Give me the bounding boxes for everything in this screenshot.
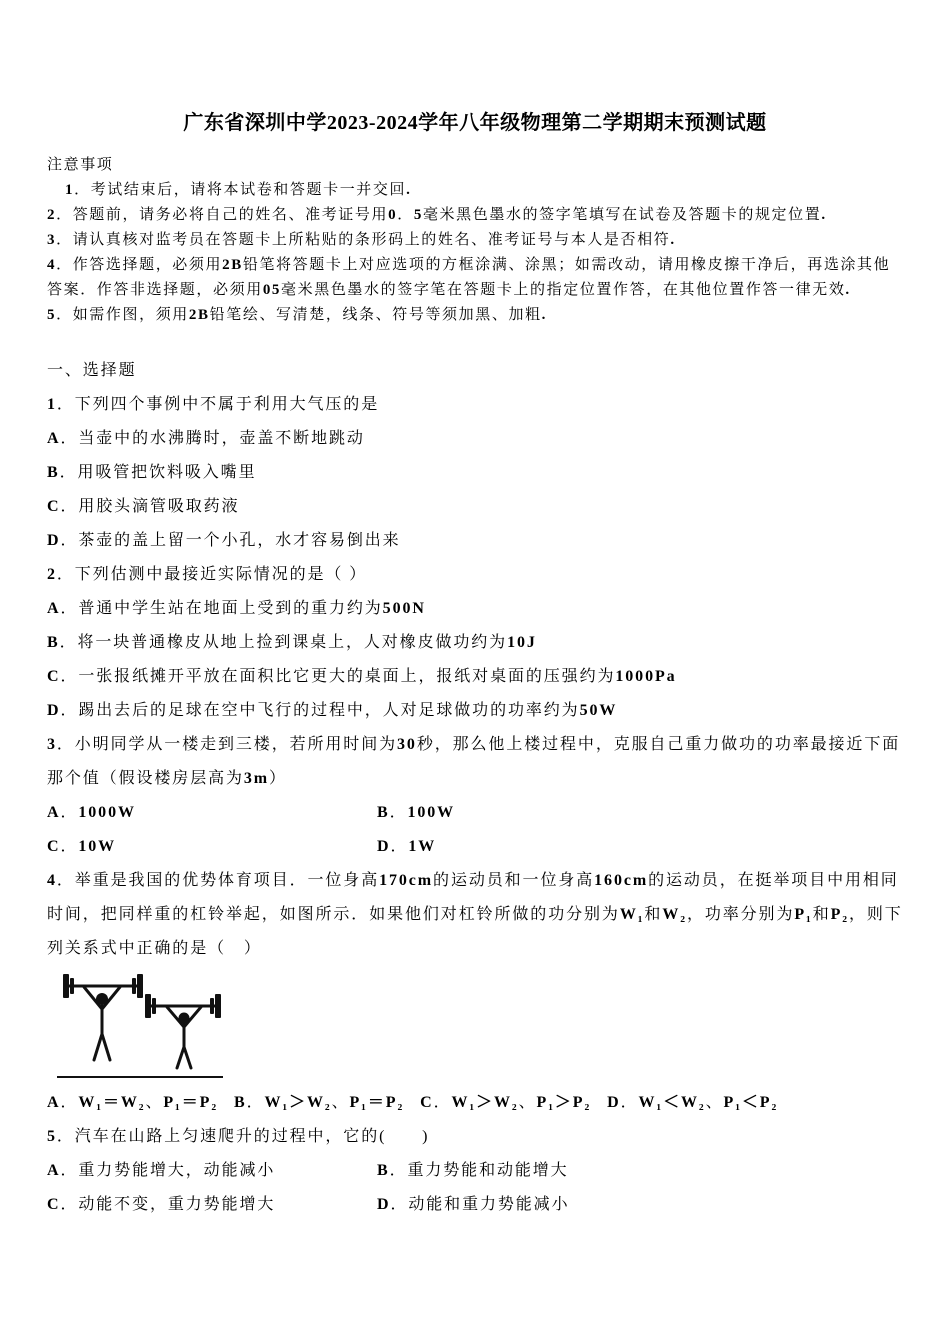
question-figure	[55, 972, 903, 1084]
page-title: 广东省深圳中学2023-2024学年八年级物理第二学期期末预测试题	[183, 112, 767, 134]
option: D．W₁＜W₂、P₁＜P₂	[607, 1094, 779, 1111]
question-4	[47, 864, 903, 1120]
option: A．W₁＝W₂、P₁＝P₂	[47, 1094, 219, 1111]
notice-item: 5．如需作图，须用2B铅笔绘、写清楚，线条、符号等须加黑、加粗.	[47, 307, 548, 323]
question-5	[47, 1120, 903, 1222]
notice-item: 4．作答选择题，必须用2B铅笔将答题卡上对应选项的方框涂满、涂黑；如需改动，请用橡皮擦干净后，再选涂其他答案．作答非选择题，必须用05毫米黑色墨水的签字笔在答题卡上的指定位置作答，在其他位置作答一律无效.	[47, 257, 891, 298]
question-stem: 4．举重是我国的优势体育项目．一位身高170cm的运动员和一位身高160cm的运动员，在挺举项目中用相同时间，把同样重的杠铃举起，如图所示．如果他们对杠铃所做的功分别为W₁和W₂，功率分别为P₁和P₂，则下列关系式中正确的是（ ）	[47, 872, 903, 957]
weightlifters-figure	[55, 972, 227, 1082]
option: C．动能不变，重力势能增大	[47, 1196, 276, 1213]
option: B．将一块普通橡皮从地上捡到课桌上，人对橡皮做功约为10J	[47, 634, 537, 651]
option: C．W₁＞W₂、P₁＞P₂	[420, 1094, 592, 1111]
notice-item: 2．答题前，请务必将自己的姓名、准考证号用0．5毫米黑色墨水的签字笔填写在试卷及答题卡的规定位置.	[47, 207, 827, 223]
option: C．用胶头滴管吸取药液	[47, 498, 240, 515]
question-stem: 3．小明同学从一楼走到三楼，若所用时间为30秒，那么他上楼过程中，克服自己重力做功的功率最接近下面那个值（假设楼房层高为3m）	[47, 736, 901, 787]
question-2	[47, 558, 903, 728]
option: A．重力势能增大，动能减小	[47, 1162, 276, 1179]
option: D．茶壶的盖上留一个小孔，水才容易倒出来	[47, 532, 401, 549]
option: B．W₁＞W₂、P₁＝P₂	[234, 1094, 405, 1111]
question-3	[47, 728, 903, 864]
option: A．1000W	[47, 804, 136, 821]
section-header: 一、选择题	[47, 362, 137, 379]
option: B．用吸管把饮料吸入嘴里	[47, 464, 257, 481]
option: A．普通中学生站在地面上受到的重力约为500N	[47, 600, 426, 617]
options-grid	[47, 1154, 903, 1222]
option: D．1W	[377, 838, 437, 855]
question-1	[47, 388, 903, 558]
option: C．10W	[47, 838, 117, 855]
options-row	[47, 1086, 903, 1120]
notice-item: 1．考试结束后，请将本试卷和答题卡一并交回.	[65, 182, 412, 198]
question-stem: 5．汽车在山路上匀速爬升的过程中，它的( )	[47, 1128, 430, 1145]
option: A．当壶中的水沸腾时，壶盖不断地跳动	[47, 430, 365, 447]
question-stem: 2．下列估测中最接近实际情况的是（ ）	[47, 566, 368, 583]
option: B．100W	[377, 804, 456, 821]
option: D．踢出去后的足球在空中飞行的过程中，人对足球做功的功率约为50W	[47, 702, 618, 719]
options-grid	[47, 796, 903, 864]
questions-area	[47, 354, 903, 1222]
notice-item: 3．请认真核对监考员在答题卡上所粘贴的条形码上的姓名、准考证号与本人是否相符.	[47, 232, 676, 248]
option: D．动能和重力势能减小	[377, 1196, 570, 1213]
notice-section	[47, 153, 903, 328]
option: C．一张报纸摊开平放在面积比它更大的桌面上，报纸对桌面的压强约为1000Pa	[47, 668, 677, 685]
notice-header: 注意事项	[47, 157, 114, 173]
question-stem: 1．下列四个事例中不属于利用大气压的是	[47, 396, 380, 413]
option: B．重力势能和动能增大	[377, 1162, 569, 1179]
